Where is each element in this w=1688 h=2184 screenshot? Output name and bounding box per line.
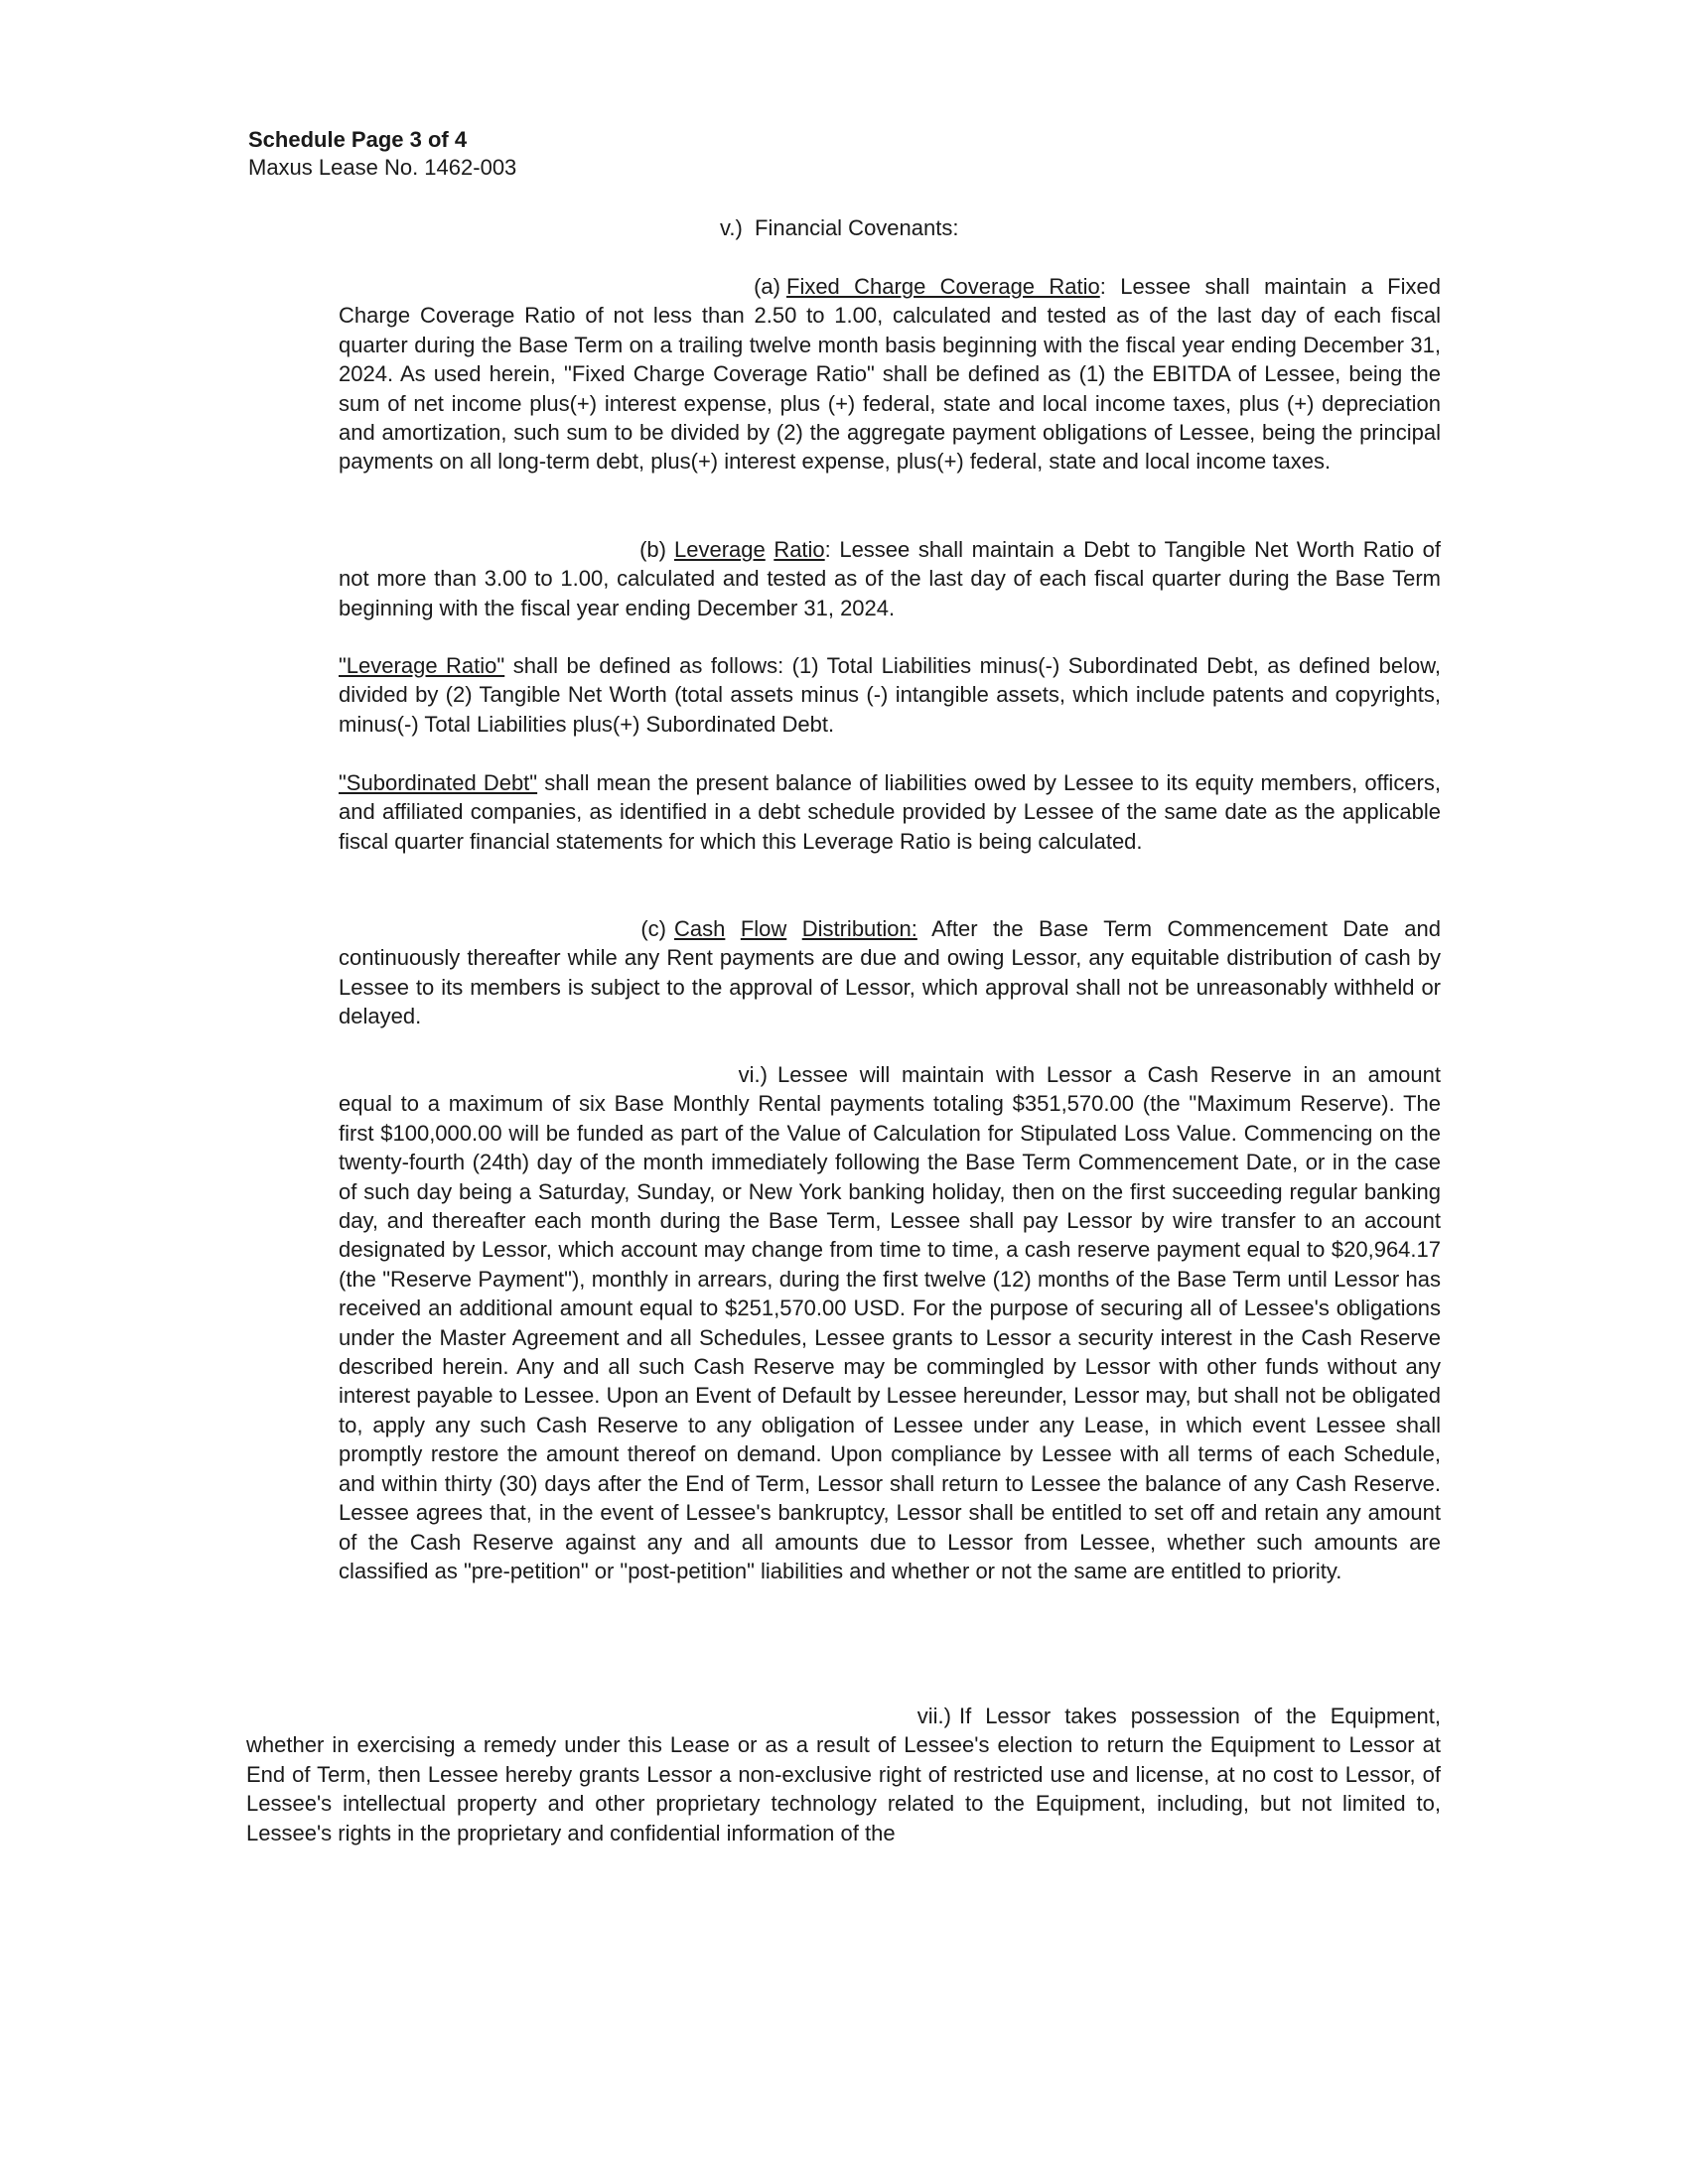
subordinated-debt-term: "Subordinated Debt"	[339, 770, 538, 795]
covenant-c-term-3: Distribution:	[801, 916, 917, 941]
covenant-a-number: (a)	[754, 274, 780, 299]
covenant-b-paragraph	[339, 535, 1441, 622]
section-vii-paragraph	[246, 1702, 1441, 1847]
covenant-a-term: Fixed Charge Coverage Ratio	[786, 274, 1100, 299]
covenant-c-paragraph	[339, 914, 1441, 1031]
covenant-c-term-1: Cash	[674, 916, 726, 941]
covenant-b-number: (b)	[639, 537, 666, 562]
subordinated-debt-text: shall mean the present balance of liabilities owed by Lessee to its equity members, officers, and affiliated companies, as identified in a debt schedule provided by Lessee of the same date as the applicable fiscal quarter financial statements for which this Leverage Ratio is being calculated.	[339, 770, 1441, 854]
lease-number: Maxus Lease No. 1462-003	[248, 155, 517, 180]
covenant-c-text: After the Base Term Commencement Date and continuously thereafter while any Rent payments are due and owing Lessor, any equitable distribution of cash by Lessee to its members is subject to the approval of Lessor, which approval shall not be unreasonably withheld or delayed.	[339, 916, 1441, 1029]
covenant-b-term-2: Ratio	[774, 537, 825, 562]
covenant-a-paragraph	[339, 272, 1441, 477]
section-vii-number: vii.)	[916, 1704, 951, 1728]
section-vii-text: If Lessor takes possession of the Equipment, whether in exercising a remedy under this Lease or as a result of Lessee's election to return the Equipment to Lessor at End of Term, then Lessee hereby grants Lessor a non-exclusive right of restricted use and license, at no cost to Lessor, of Lessee's intellectual property and other proprietary technology related to the Equipment, including, but not limited to, Lessee's rights in the proprietary and confidential information of the	[246, 1704, 1441, 1845]
covenant-b-term-1: Leverage	[674, 537, 766, 562]
covenant-c-term-2: Flow	[740, 916, 787, 941]
covenant-c-number: (c)	[640, 916, 666, 941]
leverage-ratio-text: shall be defined as follows: (1) Total Liabilities minus(-) Subordinated Debt, as defined below, divided by (2) Tangible Net Worth (total assets minus (-) intangible assets, which include patents and copyrights, minus(-) Total Liabilities plus(+) Subordinated Debt.	[339, 653, 1442, 737]
subordinated-debt-definition	[339, 768, 1441, 856]
section-v-heading: v.) Financial Covenants:	[720, 215, 959, 240]
leverage-ratio-definition	[339, 651, 1441, 739]
section-vi-paragraph	[339, 1060, 1441, 1585]
leverage-ratio-term: "Leverage Ratio"	[339, 653, 505, 678]
schedule-page-title: Schedule Page 3 of 4	[248, 127, 468, 152]
section-vi-text: Lessee will maintain with Lessor a Cash Reserve in an amount equal to a maximum of six Base Monthly Rental payments totaling $351,570.00 (the "Maximum Reserve). The first $100,000.00 will be funded as part of the Value of Calculation for Stipulated Loss Value. Commencing on the twenty-fourth (24th) day of the month immediately following the Base Term Commencement Date, or in the case of such day being a Saturday, Sunday, or New York banking holiday, then on the first succeeding regular banking day, and thereafter each month during the Base Term, Lessee shall pay Lessor by wire transfer to an account designated by Lessor, which account may change from time to time, a cash reserve payment equal to $20,964.17 (the "Reserve Payment"), monthly in arrears, during the first twelve (12) months of the Base Term until Lessor has received an additional amount equal to $251,570.00 USD. For the purpose of securing all of Lessee's obligations under the Master Agreement and all Schedules, Lessee grants to Lessor a security interest in the Cash Reserve described herein. Any and all such Cash Reserve may be commingled by Lessor with other funds without any interest payable to Lessee. Upon an Event of Default by Lessee hereunder, Lessor may, but shall not be obligated to, apply any such Cash Reserve to any obligation of Lessee under any Lease, in which event Lessee shall promptly restore the amount thereof on demand. Upon compliance by Lessee with all terms of each Schedule, and within thirty (30) days after the End of Term, Lessor shall return to Lessee the balance of any Cash Reserve. Lessee agrees that, in the event of Lessee's bankruptcy, Lessor shall be entitled to set off and retain any amount of the Cash Reserve against any and all amounts due to Lessor from Lessee, whether such amounts are classified as "pre-petition" or "post-petition" liabilities and whether or not the same are entitled to priority.	[339, 1062, 1441, 1583]
section-vi-number: vi.)	[738, 1062, 768, 1087]
covenant-b-text: : Lessee shall maintain a Debt to Tangible Net Worth Ratio of not more than 3.00 to 1.00, calculated and tested as of the last day of each fiscal quarter during the Base Term beginning with the fiscal year ending December 31, 2024.	[339, 537, 1441, 620]
covenant-a-text: : Lessee shall maintain a Fixed Charge Coverage Ratio of not less than 2.50 to 1.00, calculated and tested as of the last day of each fiscal quarter during the Base Term on a trailing twelve month basis beginning with the fiscal year ending December 31, 2024. As used herein, "Fixed Charge Coverage Ratio" shall be defined as (1) the EBITDA of Lessee, being the sum of net income plus(+) interest expense, plus (+) federal, state and local income taxes, plus (+) depreciation and amortization, such sum to be divided by (2) the aggregate payment obligations of Lessee, being the principal payments on all long-term debt, plus(+) interest expense, plus(+) federal, state and local income taxes.	[339, 274, 1441, 475]
